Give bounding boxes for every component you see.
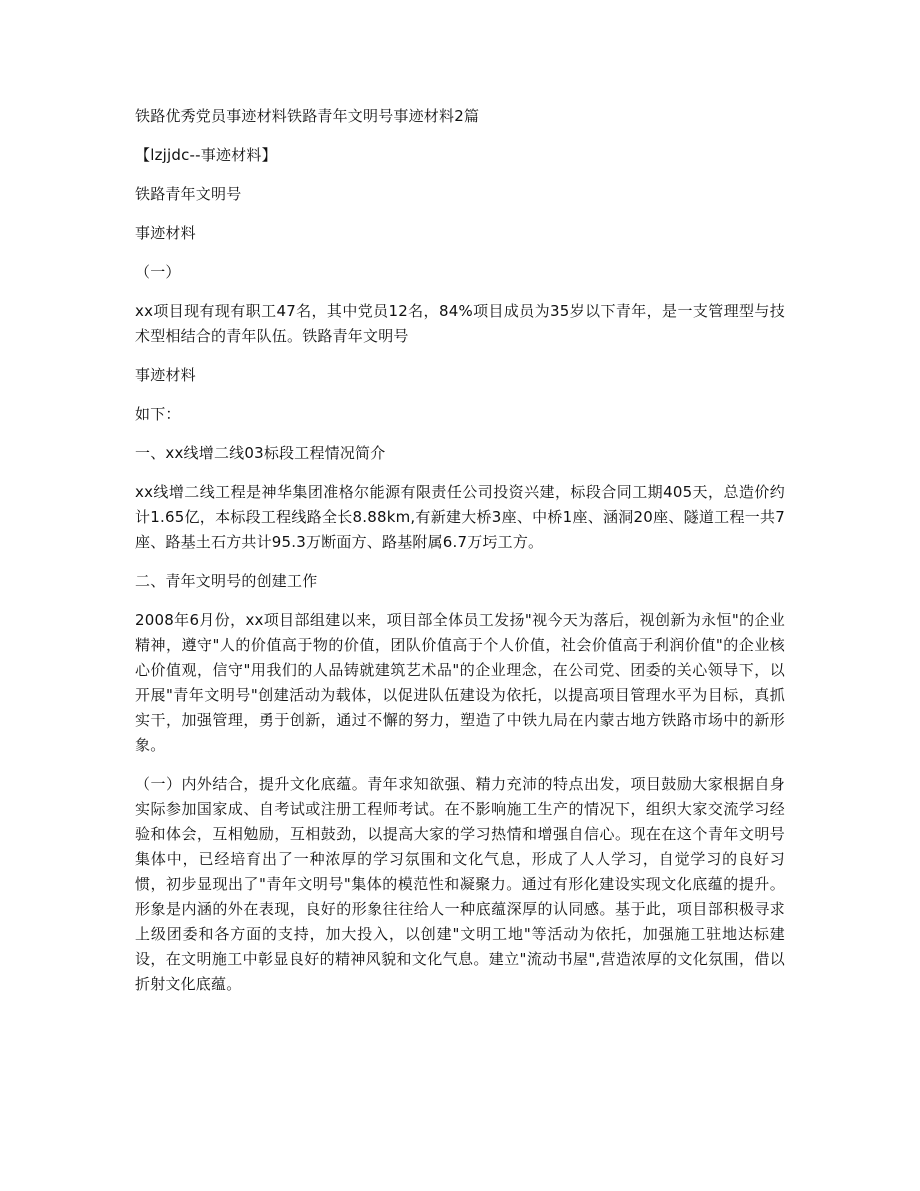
section-1-body: xx线增二线工程是神华集团准格尔能源有限责任公司投资兴建，标段合同工期405天，总造价约计1.65亿，本标段工程线路全长8.88km,有新建大桥3座、中桥1座、涵洞20座、隧道工程一共7座、路基土石方共计95.3万断面方、路基附属6.7万圬工方。: [135, 483, 785, 551]
category-tag: 【lzjjdc--事迹材料】: [135, 146, 277, 164]
subsection-1-body: （一）内外结合，提升文化底蕴。青年求知欲强、精力充沛的特点出发，项目鼓励大家根据自身实际参加国家成、自考试或注册工程师考试。在不影响施工生产的情况下，组织大家交流学习经验和体会，互相勉励，互相鼓劲，以提高大家的学习热情和增强自信心。现在在这个青年文明号集体中，已经培育出了一种浓厚的学习氛围和文化气息，形成了人人学习，自觉学习的良好习惯，初步显现出了"青年文明号"集体的模范性和凝聚力。通过有形化建设实现文化底蕴的提升。形象是内涵的外在表现，良好的形象往往给人一种底蕴深厚的认同感。基于此，项目部积极寻求上级团委和各方面的支持，加大投入，以创建"文明工地"等活动为依托，加强施工驻地达标建设，在文明施工中彰显良好的精神风貌和文化气息。建立"流动书屋",营造浓厚的文化氛围，借以折射文化底蕴。: [135, 775, 785, 993]
document-title: 铁路优秀党员事迹材料铁路青年文明号事迹材料2篇: [135, 107, 480, 125]
section-number: （一）: [135, 263, 181, 281]
document-body: [135, 104, 785, 1011]
heading-deeds-material-2: 事迹材料: [135, 366, 196, 384]
section-1-title: 一、xx线增二线03标段工程情况简介: [135, 444, 386, 462]
intro-text: 如下：: [135, 405, 181, 423]
section-2-title: 二、青年文明号的创建工作: [135, 572, 318, 590]
heading-deeds-material: 事迹材料: [135, 224, 196, 242]
paragraph-team-overview: xx项目现有现有职工47名，其中党员12名，84%项目成员为35岁以下青年，是一支管理型与技术型相结合的青年队伍。铁路青年文明号: [135, 302, 785, 345]
heading-youth-civilization: 铁路青年文明号: [135, 185, 242, 203]
section-2-body: 2008年6月份，xx项目部组建以来，项目部全体员工发扬"视今天为落后，视创新为永恒"的企业精神，遵守"人的价值高于物的价值，团队价值高于个人价值，社会价值高于利润价值"的企业核心价值观，信守"用我们的人品铸就建筑艺术品"的企业理念，在公司党、团委的关心领导下，以开展"青年文明号"创建活动为载体，以促进队伍建设为依托，以提高项目管理水平为目标，真抓实干，加强管理，勇于创新，通过不懈的努力，塑造了中铁九局在内蒙古地方铁路市场中的新形象。: [135, 611, 785, 754]
